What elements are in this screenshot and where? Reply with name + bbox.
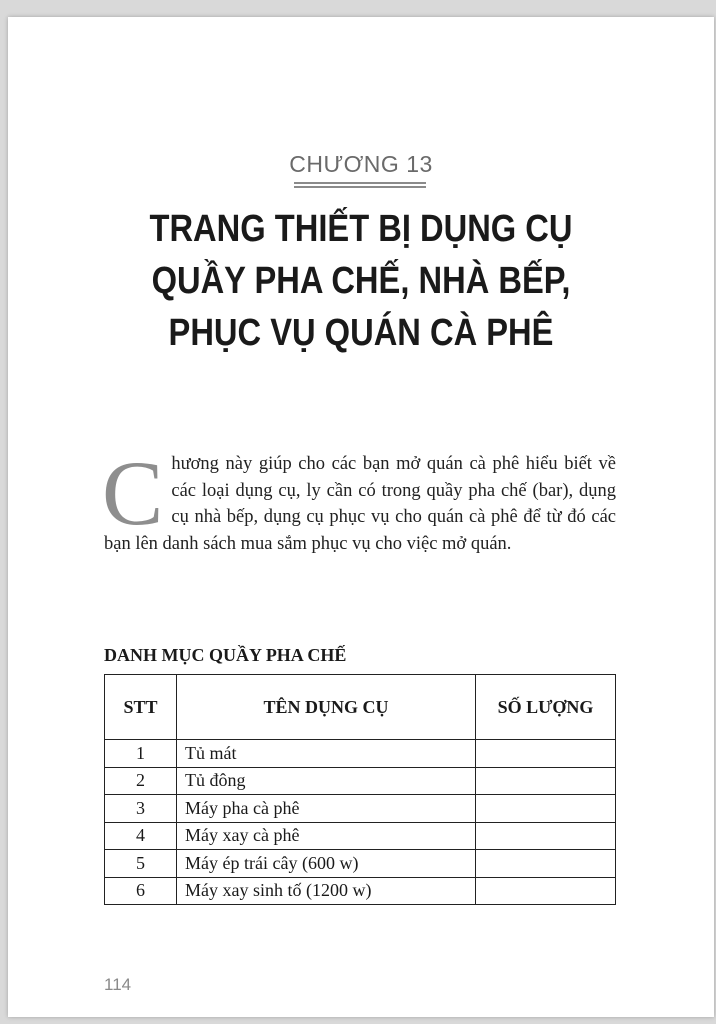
row-quantity [476,767,616,795]
table-row [105,767,616,795]
chapter-label: CHƯƠNG 13 [289,151,433,177]
table-row [105,795,616,823]
row-stt: 4 [105,822,177,850]
page-number: 114 [104,975,132,994]
row-stt: 3 [105,795,177,823]
row-item-name: Tủ mát [177,740,476,768]
row-stt: 1 [105,740,177,768]
table-row [105,877,616,905]
section-heading: DANH MỤC QUẦY PHA CHẾ [104,645,347,665]
row-quantity [476,850,616,878]
row-stt: 6 [105,877,177,905]
table-row [105,850,616,878]
row-item-name: Máy xay sinh tố (1200 w) [177,877,476,905]
intro-text: hương này giúp cho các bạn mở quán cà phê hiểu biết về các loại dụng cụ, ly cần có trong quầy pha chế (bar), dụng cụ nhà bếp, dụng cụ phục vụ cho quán cà phê để từ đó các bạn lên danh sách mua sắm phục vụ cho việc mở quán. [104,454,616,554]
row-stt: 5 [105,850,177,878]
table-header-row [105,675,616,740]
row-item-name: Máy ép trái cây (600 w) [177,850,476,878]
intro-paragraph [102,442,616,557]
table-row [105,822,616,850]
chapter-title-line: TRANG THIẾT BỊ DỤNG CỤ [149,208,573,250]
column-header-stt: STT [105,675,177,740]
equipment-table [104,674,616,905]
row-quantity [476,822,616,850]
row-quantity [476,877,616,905]
column-header-name: TÊN DỤNG CỤ [177,675,476,740]
chapter-title [57,203,664,359]
drop-cap: C [102,442,164,544]
table-row [105,740,616,768]
row-item-name: Máy pha cà phê [177,795,476,823]
row-stt: 2 [105,767,177,795]
row-quantity [476,795,616,823]
chapter-underline [294,182,426,188]
chapter-title-line: QUẦY PHA CHẾ, NHÀ BẾP, [151,260,571,302]
column-header-quantity: SỐ LƯỢNG [476,675,616,740]
chapter-title-line: PHỤC VỤ QUÁN CÀ PHÊ [168,312,554,354]
row-item-name: Máy xay cà phê [177,822,476,850]
row-quantity [476,740,616,768]
book-page [8,17,714,1017]
row-item-name: Tủ đông [177,767,476,795]
